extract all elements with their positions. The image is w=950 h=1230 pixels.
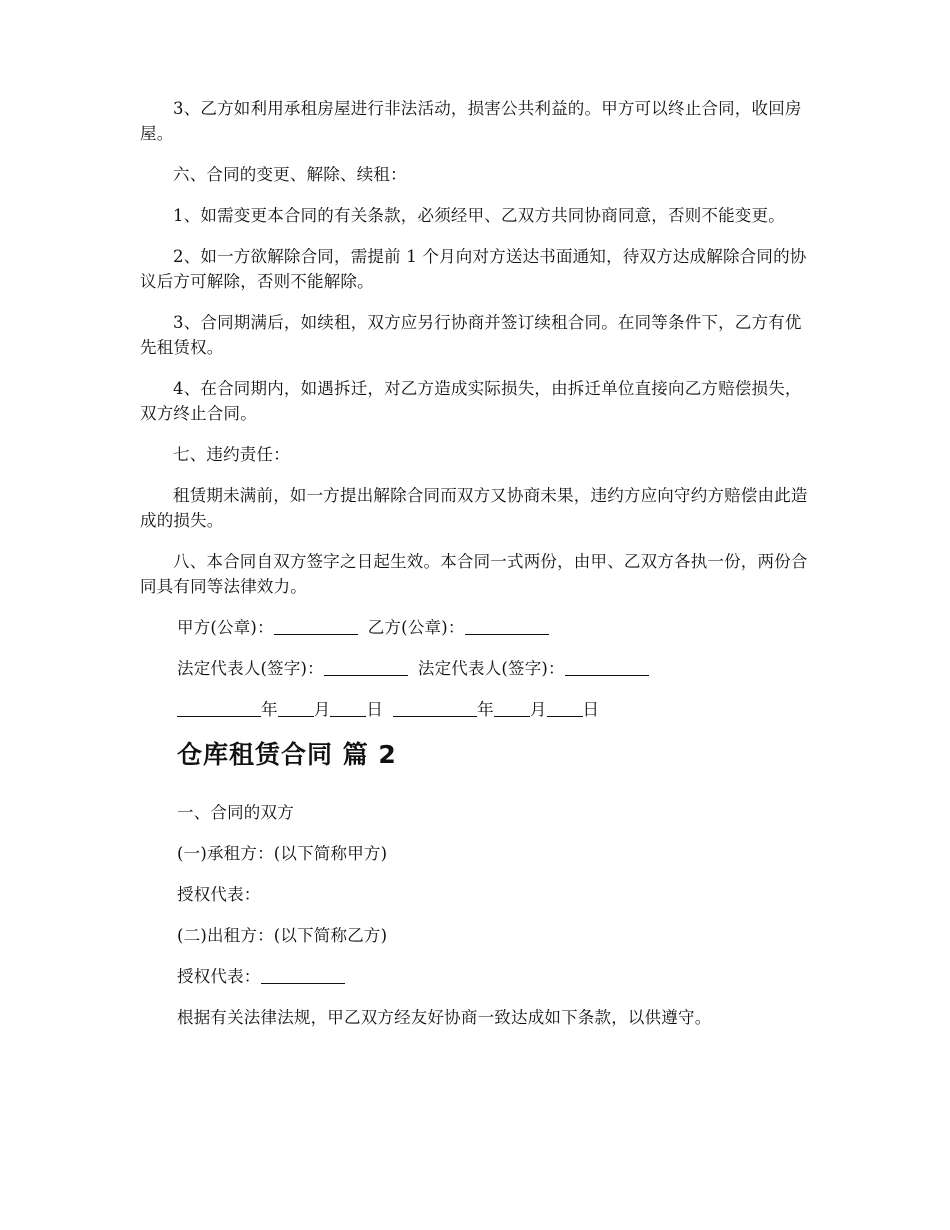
clause-3-termination: 3、乙方如利用承租房屋进行非法活动，损害公共利益的。甲方可以终止合同，收回房屋。: [140, 99, 802, 143]
date-b-month-blank: [494, 698, 530, 717]
section-1-title: 一、合同的双方: [177, 803, 294, 822]
section-8-text: 八、本合同自双方签字之日起生效。本合同一式两份，由甲、乙双方各执一份，两份合同具有同等法律效力。: [140, 552, 808, 596]
party-a-seal-label: 甲方(公章)：: [177, 618, 274, 637]
date-b-month-label: 月: [529, 700, 547, 719]
rep-b-blank: [565, 657, 649, 676]
contract-2-heading: 仓库租赁合同 篇 2: [177, 740, 397, 769]
date-a-day-label: 日: [366, 700, 384, 719]
clause-6-3: 3、合同期满后，如续租，双方应另行协商并签订续租合同。在同等条件下，乙方有优先租赁权。: [140, 313, 802, 357]
rep-a-label: 法定代表人(签字)：: [177, 659, 324, 678]
section-7-title: 七、违约责任：: [173, 445, 290, 464]
date-a-year-blank: [177, 698, 261, 717]
date-line: [177, 697, 812, 722]
date-a-day-blank: [330, 698, 366, 717]
lessee-line: (一)承租方：(以下简称甲方): [177, 844, 388, 863]
clause-7-text: 租赁期未满前，如一方提出解除合同而双方又协商未果，违约方应向守约方赔偿由此造成的损失。: [140, 486, 808, 530]
representative-line: [177, 656, 812, 681]
date-b-year-label: 年: [477, 700, 494, 719]
lessor-rep-label: 授权代表：: [177, 967, 261, 986]
seal-line: [177, 615, 812, 640]
rep-b-label: 法定代表人(签字)：: [417, 659, 565, 678]
party-b-seal-label: 乙方(公章)：: [367, 618, 465, 637]
date-a-month-label: 月: [313, 700, 331, 719]
lessor-rep-blank: [261, 965, 345, 984]
clause-6-2: 2、如一方欲解除合同，需提前 1 个月向对方送达书面通知，待双方达成解除合同的协议后方可解除，否则不能解除。: [140, 247, 807, 291]
lessor-rep-line: [177, 964, 812, 989]
clause-6-1: 1、如需变更本合同的有关条款，必须经甲、乙双方共同协商同意，否则不能变更。: [173, 206, 785, 225]
lessor-line: (二)出租方：(以下简称乙方): [177, 926, 388, 945]
document-body: [140, 96, 812, 1046]
lessee-rep-line: 授权代表：: [177, 885, 261, 904]
date-a-year-label: 年: [261, 700, 278, 719]
date-a-month-blank: [278, 698, 314, 717]
preamble-text: 根据有关法律法规，甲乙双方经友好协商一致达成如下条款，以供遵守。: [177, 1008, 712, 1027]
date-b-day-label: 日: [582, 700, 600, 719]
date-b-day-blank: [547, 698, 583, 717]
party-a-seal-blank: [274, 616, 358, 635]
party-b-seal-blank: [465, 616, 549, 635]
section-6-title: 六、合同的变更、解除、续租：: [173, 165, 407, 184]
rep-a-blank: [324, 657, 408, 676]
date-b-year-blank: [393, 698, 477, 717]
clause-6-4: 4、在合同期内，如遇拆迁，对乙方造成实际损失，由拆迁单位直接向乙方赔偿损失，双方终止合同。: [140, 379, 802, 423]
